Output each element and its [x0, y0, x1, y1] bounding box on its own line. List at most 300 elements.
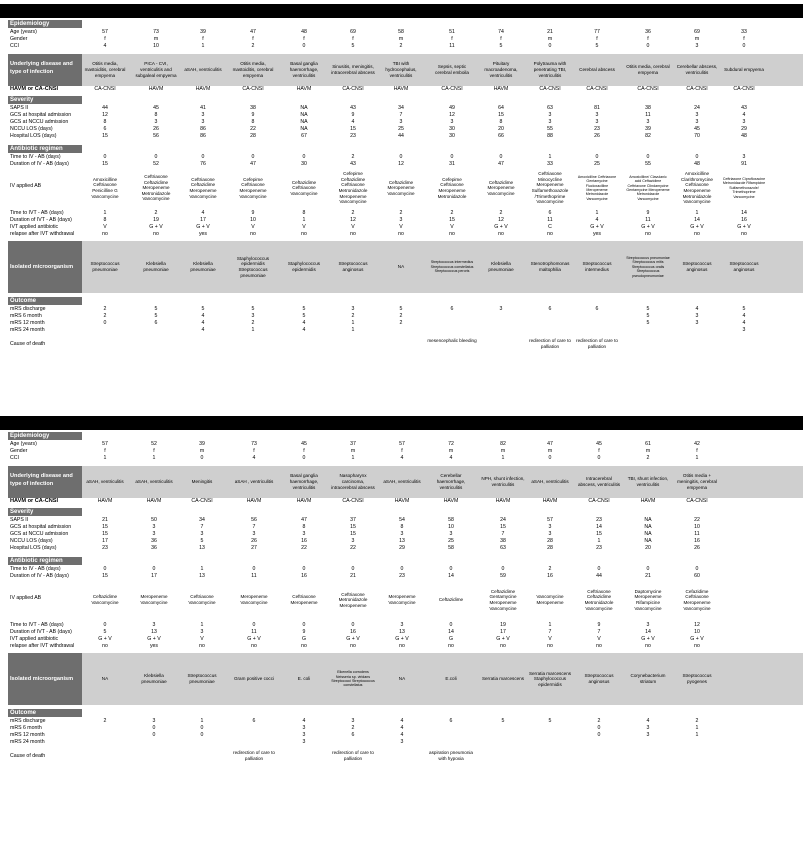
- relapse-cell: no: [350, 643, 356, 649]
- mrs6-label: mRS 6 month: [10, 313, 42, 319]
- gcs_nccu-cell: 15: [596, 531, 602, 537]
- age-cell: 21: [547, 29, 553, 35]
- gender-cell: f: [401, 448, 403, 454]
- iv-ab-cell: Ceftazidime: [438, 597, 464, 603]
- mrs6-cell: 5: [302, 313, 306, 319]
- cci-cell: 1: [103, 455, 107, 461]
- dur_iv-cell: 21: [645, 573, 651, 579]
- iv-ab-cell: Daptomycine Meropeneme Rifampicine Vancomycine: [634, 588, 662, 611]
- mrs6-cell: 2: [351, 725, 355, 731]
- underlying-cell: Meningitis: [191, 479, 213, 484]
- mrs24-cell: [430, 739, 472, 746]
- time_iv-cell: 0: [201, 154, 205, 160]
- mrs12-cell: 2: [251, 320, 255, 326]
- dur_ivt-label: Duration of IVT - AB (days): [10, 217, 72, 223]
- ivt_ab-cell: G + V: [494, 224, 508, 230]
- nccu_los-cell: 26: [251, 538, 257, 544]
- isolated-cell: E.coli: [445, 676, 457, 682]
- mrs12-cell: [529, 320, 571, 327]
- cci-cell: 4: [252, 455, 256, 461]
- mrs6-cell: [431, 313, 473, 320]
- gcs_nccu-cell: 3: [548, 119, 552, 125]
- underlying-cell: Sinusitis, meningitis, intracerebral abscess: [331, 64, 375, 75]
- cod-label: Cause of death: [10, 341, 46, 347]
- mrs6-cell: 5: [154, 313, 158, 319]
- dur_iv-label: Duration of IV - AB (days): [10, 161, 69, 167]
- dur_ivt-cell: 17: [500, 629, 506, 635]
- age-cell: 57: [102, 441, 108, 447]
- saps-cell: 22: [694, 517, 700, 523]
- cci-cell: 2: [399, 43, 403, 49]
- time_iv-cell: 0: [399, 154, 403, 160]
- relapse-cell: no: [301, 231, 307, 237]
- age-cell: 36: [645, 29, 651, 35]
- gcs_nccu-cell: 3: [152, 531, 156, 537]
- mrs24-cell: [529, 327, 571, 334]
- mrs24-cell: [135, 327, 177, 334]
- dur_iv-cell: 13: [199, 573, 205, 579]
- havm-cell: CA-CNSI: [441, 86, 463, 92]
- time_ivt-cell: 1: [595, 210, 599, 216]
- mrs12-cell: 3: [302, 732, 306, 738]
- iv-ab-cell: Vancomycine Meropeneme: [536, 594, 564, 605]
- time_iv-cell: 0: [695, 154, 699, 160]
- ivt_ab-cell: C: [548, 224, 552, 230]
- relapse-cell: no: [645, 231, 651, 237]
- ivt_ab-cell: G + V: [346, 636, 360, 642]
- cci-cell: 4: [449, 455, 453, 461]
- gcs_hosp-cell: 14: [596, 524, 602, 530]
- age-cell: 37: [350, 441, 356, 447]
- mrs24-cell: [181, 739, 223, 746]
- saps-label: SAPS II: [10, 517, 29, 523]
- iv-ab-label: IV applied AB: [10, 595, 42, 601]
- cci-cell: 0: [742, 43, 746, 49]
- age-cell: 45: [301, 441, 307, 447]
- saps-cell: 45: [153, 105, 159, 111]
- underlying-cell: NPH, shunt infection, ventriculitis: [481, 476, 525, 487]
- mrs24-cell: [627, 739, 669, 746]
- saps-cell: 38: [645, 105, 651, 111]
- gcs_hosp-cell: 12: [102, 112, 108, 118]
- mrs24-cell: 1: [251, 327, 255, 333]
- dur_iv-cell: 52: [153, 161, 159, 167]
- hosp_los-cell: 23: [350, 133, 356, 139]
- gcs_hosp-cell: 10: [694, 524, 700, 530]
- havm-cell: HAVM: [146, 498, 162, 504]
- mrs_dis-cell: 5: [201, 306, 205, 312]
- time_iv-cell: 0: [400, 566, 404, 572]
- isolated-cell: Streptococcus anginosus: [338, 261, 368, 272]
- gcs_nccu-cell: 3: [646, 119, 650, 125]
- time_ivt-cell: 3: [400, 622, 404, 628]
- time_iv-cell: 0: [501, 566, 505, 572]
- gender-cell: m: [398, 36, 404, 42]
- gcs_nccu-label: GCS at NCCU admission: [10, 119, 69, 125]
- age-cell: 52: [151, 441, 157, 447]
- time_iv-cell: 1: [200, 566, 204, 572]
- saps-cell: 24: [694, 105, 700, 111]
- gcs_hosp-cell: 3: [548, 524, 552, 530]
- time_iv-cell: 0: [302, 566, 306, 572]
- age-cell: 39: [200, 29, 206, 35]
- dur_ivt-cell: 11: [645, 217, 651, 223]
- relapse-cell: no: [741, 231, 747, 237]
- hosp_los-cell: 82: [645, 133, 651, 139]
- gender-cell: m: [199, 448, 205, 454]
- gender-cell: f: [647, 36, 649, 42]
- hosp_los-cell: 28: [547, 545, 553, 551]
- gcs_hosp-cell: 15: [500, 524, 506, 530]
- time_ivt-cell: 2: [450, 210, 454, 216]
- time_ivt-cell: 9: [597, 622, 601, 628]
- nccu_los-cell: 45: [694, 126, 700, 132]
- dur_iv-cell: 11: [251, 573, 257, 579]
- ivt_ab-cell: V: [351, 224, 355, 230]
- cci-cell: 5: [595, 43, 599, 49]
- gender-cell: m: [500, 448, 506, 454]
- mrs_dis-cell: 2: [597, 718, 601, 724]
- cci-cell: 5: [351, 43, 355, 49]
- isolated-cell: Staphylococcus epidermidis Streptococcus pneumoniae: [236, 255, 270, 278]
- ivt_ab-cell: G + V: [690, 224, 704, 230]
- nccu_los-cell: 16: [694, 538, 700, 544]
- age-label: Age (years): [10, 29, 37, 35]
- iv-ab-cell: Ceftazidime Meropeneme Vancomycine: [487, 179, 515, 196]
- mrs_dis-cell: 2: [103, 718, 107, 724]
- ivt_ab-cell: V: [399, 224, 403, 230]
- nccu_los-cell: 39: [645, 126, 651, 132]
- hosp_los-cell: 56: [153, 133, 159, 139]
- time_ivt-cell: 4: [201, 210, 205, 216]
- havm-cell: HAVM: [195, 86, 211, 92]
- havm-cell: HAVM: [148, 86, 164, 92]
- gcs_hosp-cell: 8: [154, 112, 158, 118]
- relapse-label: relapse after IVT withdrawal: [10, 231, 75, 237]
- saps-cell: 34: [199, 517, 205, 523]
- saps-cell: 41: [200, 105, 206, 111]
- gender-cell: f: [598, 448, 600, 454]
- hosp_los-cell: 23: [102, 545, 108, 551]
- mrs24-cell: 3: [302, 739, 306, 745]
- ivt_ab-cell: G + V: [737, 224, 751, 230]
- underlying-header: Underlying disease and type of infection: [8, 466, 82, 498]
- mrs6-cell: [576, 313, 618, 320]
- iv-ab-label: IV applied AB: [10, 183, 42, 189]
- hosp_los-cell: 29: [399, 545, 405, 551]
- relapse-cell: no: [153, 231, 159, 237]
- isolated-cell: Serratia marcescens: [481, 676, 525, 682]
- gender-cell: f: [104, 36, 106, 42]
- relapse-cell: yes: [592, 231, 602, 237]
- mrs12-cell: 0: [152, 732, 156, 738]
- hosp_los-cell: 20: [645, 545, 651, 551]
- cci-cell: 3: [695, 43, 699, 49]
- dur_iv-cell: 15: [102, 161, 108, 167]
- cci-cell: 0: [302, 43, 306, 49]
- isolated-cell: Klebsiella pneumoniae: [143, 261, 169, 272]
- gcs_hosp-cell: 15: [498, 112, 504, 118]
- mrs_dis-cell: 5: [501, 718, 505, 724]
- gender-cell: m: [645, 448, 651, 454]
- havm-cell: CA-CNSI: [191, 498, 213, 504]
- nccu_los-cell: 1: [597, 538, 601, 544]
- mrs6-cell: [480, 313, 522, 320]
- gcs_hosp-cell: 3: [595, 112, 599, 118]
- underlying-cell: PICA - CVI, ventriculitis and subgaleal empyema: [135, 61, 177, 78]
- hosp_los-cell: 63: [500, 545, 506, 551]
- mrs12-cell: 0: [597, 732, 601, 738]
- mrs_dis-cell: 3: [351, 718, 355, 724]
- mrs24-cell: [529, 739, 571, 746]
- hosp_los-label: Hospital LOS (days): [10, 133, 57, 139]
- table1-top-bar: [0, 4, 803, 18]
- havm-cell: CA-CNSI: [94, 86, 116, 92]
- hosp_los-cell: 44: [398, 133, 404, 139]
- underlying-cell: Otitis media, cerebral empyema: [626, 64, 670, 75]
- ivt_ab-cell: V: [450, 224, 454, 230]
- mrs12-cell: 6: [351, 732, 355, 738]
- dur_iv-cell: 44: [596, 573, 602, 579]
- havm-cell: CA-CNSI: [242, 86, 264, 92]
- cci-cell: 0: [646, 43, 650, 49]
- mrs12-cell: [480, 320, 522, 327]
- gender-cell: f: [104, 448, 106, 454]
- time_iv-label: Time to IV - AB (days): [10, 566, 61, 572]
- relapse-cell: no: [498, 231, 504, 237]
- mrs6-cell: [430, 725, 472, 732]
- gender-cell: f: [252, 36, 254, 42]
- age-cell: 77: [594, 29, 600, 35]
- cci-cell: 0: [200, 455, 204, 461]
- ivt_ab-cell: G + V: [98, 636, 112, 642]
- saps-cell: 64: [498, 105, 504, 111]
- nccu_los-cell: 55: [547, 126, 553, 132]
- gcs_nccu-cell: 3: [449, 531, 453, 537]
- nccu_los-cell: 17: [102, 538, 108, 544]
- iv-ab-cell: Meropeneme Vancomycine: [240, 594, 268, 605]
- isolated-cell: Corynebacterium striatum: [630, 673, 666, 684]
- age-cell: 72: [448, 441, 454, 447]
- mrs12-cell: 2: [399, 320, 403, 326]
- nccu_los-cell: 6: [103, 126, 107, 132]
- nccu_los-label: NCCU LOS (days): [10, 538, 53, 544]
- saps-cell: 58: [448, 517, 454, 523]
- mrs_dis-cell: 4: [695, 306, 699, 312]
- gcs_nccu-cell: 3: [742, 119, 746, 125]
- hosp_los-cell: 26: [594, 133, 600, 139]
- mrs12-cell: 0: [103, 320, 107, 326]
- time_iv-cell: 0: [252, 566, 256, 572]
- mrs6-cell: 4: [400, 725, 404, 731]
- gender-cell: f: [451, 36, 453, 42]
- dur_ivt-cell: 7: [548, 629, 552, 635]
- time_ivt-label: Time to IVT - AB (days): [10, 210, 64, 216]
- dur_iv-cell: 91: [741, 161, 747, 167]
- hosp_los-cell: 28: [250, 133, 256, 139]
- dur_iv-cell: 47: [250, 161, 256, 167]
- time_iv-label: Time to IV - AB (days): [10, 154, 61, 160]
- nccu_los-cell: NA: [644, 538, 652, 544]
- time_iv-cell: 0: [646, 154, 650, 160]
- isolated-cell: NA: [101, 676, 109, 682]
- epidemiology-header: Epidemiology: [8, 432, 82, 440]
- iv-ab-cell: Amoxicilline Ceftriaxone Penicilline G Vancomycine: [91, 176, 119, 199]
- saps-cell: NA: [300, 105, 308, 111]
- nccu_los-cell: 30: [449, 126, 455, 132]
- cod-cell: mesencephalic bleeding: [427, 338, 477, 343]
- relapse-cell: no: [645, 643, 651, 649]
- relapse-cell: yes: [149, 643, 159, 649]
- gcs_hosp-cell: 8: [400, 524, 404, 530]
- gcs_nccu-cell: 3: [154, 119, 158, 125]
- iv-ab-cell: Ceftazidime Meropeneme Vancomycine: [387, 179, 415, 196]
- relapse-cell: no: [398, 231, 404, 237]
- nccu_los-cell: 15: [350, 126, 356, 132]
- gcs_nccu-cell: 3: [302, 531, 306, 537]
- isolated-cell: Streptococcus anginosus: [584, 673, 614, 684]
- dur_iv-cell: 30: [301, 161, 307, 167]
- mrs12-cell: 4: [302, 320, 306, 326]
- gender-label: Gender: [10, 36, 28, 42]
- nccu_los-cell: 25: [398, 126, 404, 132]
- relapse-cell: yes: [198, 231, 208, 237]
- ivt_ab-cell: G + V: [590, 224, 604, 230]
- mrs24-cell: 4: [302, 327, 306, 333]
- gcs_nccu-cell: 8: [499, 119, 503, 125]
- saps-cell: 38: [250, 105, 256, 111]
- time_ivt-cell: 6: [548, 210, 552, 216]
- havm-cell: HAVM: [495, 498, 511, 504]
- mrs6-cell: 0: [152, 725, 156, 731]
- gender-cell: f: [202, 36, 204, 42]
- underlying-header: Underlying disease and type of infection: [8, 54, 82, 86]
- gender-label: Gender: [10, 448, 28, 454]
- ivt_ab-cell: V: [103, 224, 107, 230]
- saps-cell: 44: [102, 105, 108, 111]
- cci-label: CCI: [10, 455, 19, 461]
- time_ivt-cell: 2: [499, 210, 503, 216]
- mrs24-cell: 3: [742, 327, 746, 333]
- severity-header: Severity: [8, 508, 82, 516]
- mrs_dis-cell: 5: [399, 306, 403, 312]
- mrs24-cell: [676, 327, 718, 334]
- iv-ab-cell: Ceftriaxone Minocycline Meropeneme Sulfamethoxazole /Trimethoprime Vancomycine: [531, 171, 569, 205]
- age-cell: 45: [596, 441, 602, 447]
- dur_ivt-cell: 17: [200, 217, 206, 223]
- havm-cell: CA-CNSI: [733, 86, 755, 92]
- relapse-label: relapse after IVT withdrawal: [10, 643, 75, 649]
- cod-cell: redirection of care to palliation: [529, 338, 571, 349]
- isolated-cell: Klebsiella pneumoniae: [190, 261, 216, 272]
- hosp_los-cell: 70: [694, 133, 700, 139]
- isolated-cell: Streptococcus anginosus: [682, 261, 712, 272]
- havm-cell: CA-CNSI: [637, 86, 659, 92]
- cod-label: Cause of death: [10, 753, 46, 759]
- mrs12-cell: [576, 320, 618, 327]
- hosp_los-cell: 66: [498, 133, 504, 139]
- gender-cell: f: [253, 448, 255, 454]
- gender-cell: m: [694, 36, 700, 42]
- cci-cell: 10: [153, 43, 159, 49]
- mrs_dis-cell: 6: [450, 306, 454, 312]
- mrs12-cell: 6: [154, 320, 158, 326]
- dur_iv-cell: 23: [399, 573, 405, 579]
- hosp_los-label: Hospital LOS (days): [10, 545, 57, 551]
- gcs_hosp-cell: 4: [742, 112, 746, 118]
- time_ivt-cell: 12: [694, 622, 700, 628]
- age-cell: 33: [741, 29, 747, 35]
- time_ivt-cell: 9: [251, 210, 255, 216]
- saps-cell: 81: [594, 105, 600, 111]
- isolated-cell: E. coli: [297, 676, 311, 682]
- saps-cell: 63: [547, 105, 553, 111]
- iv-ab-cell: Amoxicilline/ Clavulanic acid Ceftazidime Ceftriaxone Clindamycine Gentamycine Meropeneme Metronidazole Vancomycine: [626, 174, 670, 201]
- iv-ab-cell: Ceftriaxone Ceftazidime Meropeneme Metronidazole Vancomycine: [141, 174, 171, 202]
- hosp_los-cell: 27: [251, 545, 257, 551]
- havm-cell: CA-CNSI: [686, 498, 708, 504]
- nccu_los-cell: 3: [351, 538, 355, 544]
- hosp_los-cell: 30: [449, 133, 455, 139]
- mrs6-cell: 3: [251, 313, 255, 319]
- gcs_hosp-label: GCS at hospital admission: [10, 524, 72, 530]
- gender-cell: f: [303, 36, 305, 42]
- gcs_hosp-cell: 7: [200, 524, 204, 530]
- isolated-cell: Streptococcus pneumoniae: [90, 261, 120, 272]
- cci-cell: 5: [499, 43, 503, 49]
- dur_iv-cell: 15: [102, 573, 108, 579]
- mrs_dis-cell: 4: [400, 718, 404, 724]
- underlying-cell: Subdural empyema: [724, 67, 764, 72]
- antibiotic-header: Antibiotic regimen: [8, 557, 82, 565]
- dur_ivt-cell: 16: [741, 217, 747, 223]
- gcs_nccu-cell: 8: [251, 119, 255, 125]
- isolated-header: Isolated microorganism: [8, 241, 82, 293]
- relapse-cell: no: [547, 231, 553, 237]
- cci-cell: 0: [548, 43, 552, 49]
- iv-ab-cell: Ceftriaxone Ceftazidime Meropeneme Vancomycine: [189, 176, 217, 199]
- mrs12-cell: 3: [646, 732, 650, 738]
- gender-cell: m: [547, 36, 553, 42]
- havm-label: HAVM or CA-CNSI: [10, 86, 59, 92]
- gender-cell: m: [350, 448, 356, 454]
- hosp_los-cell: 86: [200, 133, 206, 139]
- dur_ivt-cell: 16: [350, 629, 356, 635]
- time_iv-cell: 0: [154, 154, 158, 160]
- mrs24-cell: [482, 739, 524, 746]
- iv-ab-cell: Ceftriaxone Vancomycine: [188, 594, 216, 605]
- isolated-cell: Streptococcus anginosus: [729, 261, 759, 272]
- saps-cell: 24: [500, 517, 506, 523]
- iv-ab-cell: Amoxicilline Clarithromycine Ceftriaxone Meropeneme Metronidazole Vancomycine: [681, 171, 713, 205]
- time_ivt-cell: 8: [302, 210, 306, 216]
- cci-cell: 0: [548, 455, 552, 461]
- saps-cell: 49: [449, 105, 455, 111]
- gcs_hosp-cell: 11: [645, 112, 651, 118]
- nccu_los-cell: 28: [547, 538, 553, 544]
- dur_iv-cell: 76: [200, 161, 206, 167]
- relapse-cell: no: [301, 643, 307, 649]
- underlying-cell: Intracerebral abscess, ventriculitis: [577, 476, 621, 487]
- iv-ab-cell: Cefepime Ceftriaxone Meropeneme Vancomycine: [239, 176, 267, 199]
- isolated-cell: NA: [398, 676, 406, 682]
- havm-cell: CA-CNSI: [342, 86, 364, 92]
- mrs24-cell: [380, 327, 422, 334]
- ivt_ab-cell: G + V: [496, 636, 510, 642]
- time_ivt-cell: 1: [103, 210, 107, 216]
- dur_iv-cell: 31: [449, 161, 455, 167]
- mrs12-cell: [431, 320, 473, 327]
